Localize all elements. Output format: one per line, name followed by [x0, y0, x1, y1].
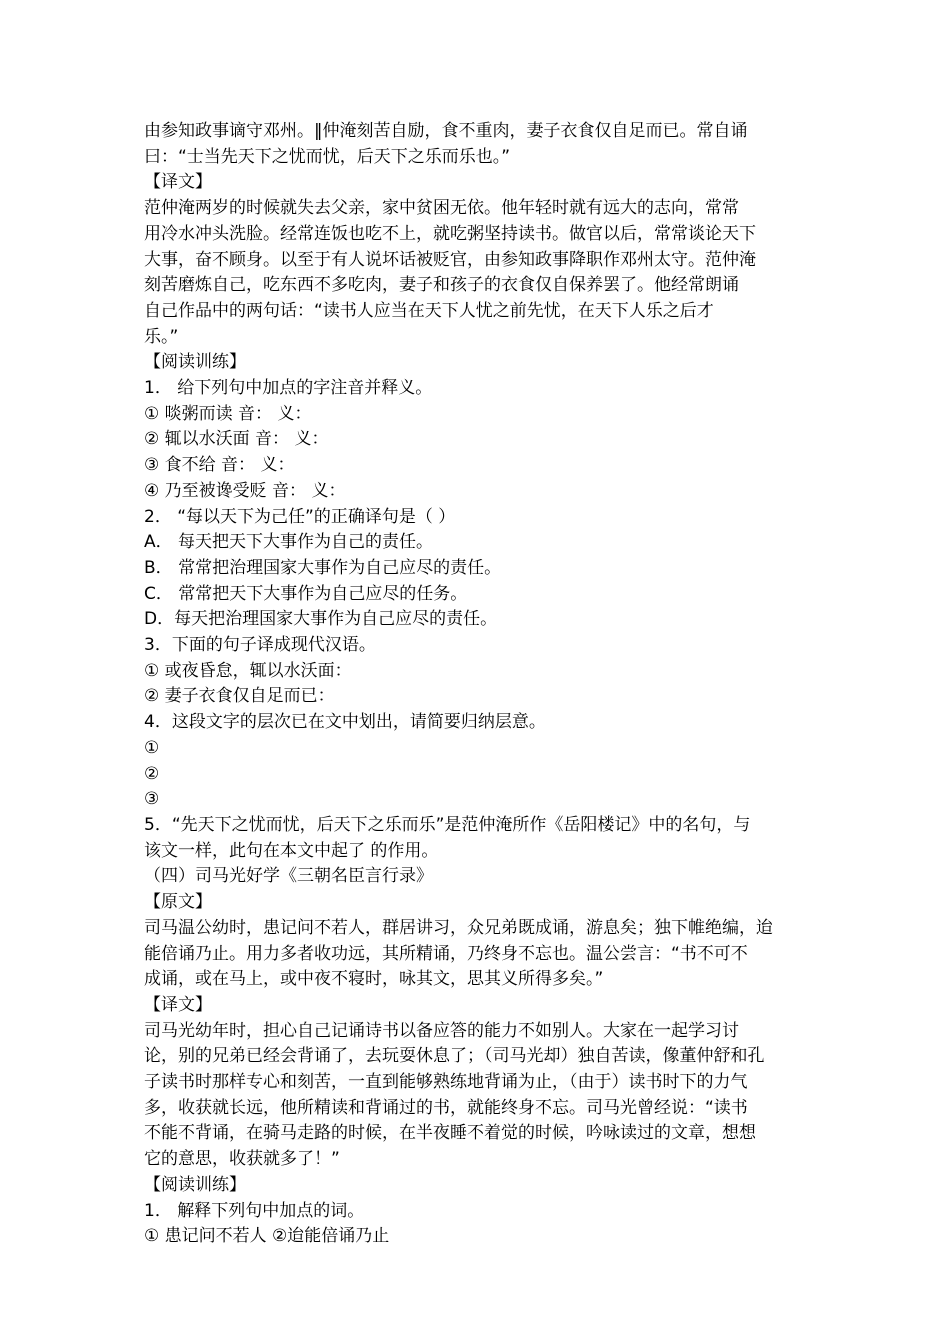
text-line: 曰：“士当先天下之忧而忧，后天下之乐而乐也。”	[144, 146, 511, 167]
text-line: 由参知政事谪守邓州。‖仲淹刻苦自励，食不重肉，妻子衣食仅自足而已。常自诵	[144, 121, 748, 141]
question-line: ① 或夜昏怠，辄以水沃面：	[144, 660, 352, 681]
document-body	[144, 119, 824, 1250]
question-line: 1． 给下列句中加点的字注音并释义。	[144, 378, 433, 399]
section-heading: 【阅读训练】	[144, 1174, 246, 1195]
question-line: ① 患记问不若人 ②迨能倍诵乃止	[144, 1226, 390, 1247]
question-line: 2． “每以天下为己任”的正确译句是（ ）	[144, 506, 456, 527]
text-line: 论，别的兄弟已经会背诵了，去玩耍休息了；（司马光却）独自苦读，像董仲舒和孔	[144, 1046, 765, 1067]
text-line: 自己作品中的两句话：“读书人应当在天下人忧之前先忧，在天下人乐之后才	[144, 300, 714, 321]
text-line: 成诵，或在马上，或中夜不寝时，咏其文，思其义所得多矣。”	[144, 969, 604, 990]
question-line: 1． 解释下列句中加点的词。	[144, 1200, 365, 1221]
question-line: ② 辄以水沃面 音： 义：	[144, 429, 329, 450]
option-line: B． 常常把治理国家大事作为自己应尽的责任。	[144, 557, 502, 578]
text-line: 乐。”	[144, 326, 179, 347]
text-line: 能倍诵乃止。用力多者收功远，其所精诵，乃终身不忘也。温公尝言：“书不可不	[144, 943, 748, 964]
text-line: 子读书时那样专心和刻苦，一直到能够熟练地背诵为止，（由于）读书时下的力气	[144, 1072, 748, 1093]
text-line: 大事，奋不顾身。以至于有人说坏话被贬官，由参知政事降职作邓州太守。范仲淹	[144, 249, 756, 270]
question-line: ③ 食不给 音： 义：	[144, 455, 295, 476]
section-heading: 【阅读训练】	[144, 352, 246, 373]
question-line: 该文一样，此句在本文中起了 的作用。	[144, 840, 439, 861]
section-heading: 【原文】	[144, 892, 212, 913]
text-line: 司马光幼年时，担心自己记诵诗书以备应答的能力不如别人。大家在一起学习讨	[144, 1020, 739, 1041]
option-line: A． 每天把天下大事作为自己的责任。	[144, 532, 434, 553]
text-line: 它的意思，收获就多了！”	[144, 1149, 340, 1170]
section-title: （四）司马光好学《三朝名臣言行录》	[144, 866, 433, 887]
question-line: ③	[144, 789, 160, 810]
question-line: ② 妻子衣食仅自足而已：	[144, 686, 335, 707]
section-heading: 【译文】	[144, 994, 212, 1015]
text-line: 范仲淹两岁的时候就失去父亲，家中贫困无依。他年轻时就有远大的志向，常常	[144, 198, 739, 219]
option-line: D．每天把治理国家大事作为自己应尽的责任。	[144, 609, 498, 630]
question-line: ④ 乃至被谗受贬 音： 义：	[144, 480, 346, 501]
text-line: 刻苦磨炼自己，吃东西不多吃肉，妻子和孩子的衣食仅自保养罢了。他经常朗诵	[144, 275, 739, 296]
section-heading: 【译文】	[144, 172, 212, 193]
text-line: 不能不背诵，在骑马走路的时候，在半夜睡不着觉的时候，吟咏读过的文章，想想	[144, 1123, 756, 1144]
text-line: 用冷水冲头洗脸。经常连饭也吃不上，就吃粥坚持读书。做官以后，常常谈论天下	[144, 223, 756, 244]
question-line: ②	[144, 763, 160, 784]
option-line: C． 常常把天下大事作为自己应尽的任务。	[144, 583, 468, 604]
question-line: 3．下面的句子译成现代汉语。	[144, 635, 376, 656]
text-line: 多，收获就长远，他所精读和背诵过的书，就能终身不忘。司马光曾经说：“读书	[144, 1097, 748, 1118]
text-line: 司马温公幼时，患记问不若人，群居讲习，众兄弟既成诵，游息矣；独下帷绝编，迨	[144, 917, 773, 938]
question-line: 4．这段文字的层次已在文中划出，请简要归纳层意。	[144, 712, 546, 733]
question-line: ①	[144, 737, 160, 758]
question-line: 5．“先天下之忧而忧，后天下之乐而乐”是范仲淹所作《岳阳楼记》中的名句，与	[144, 814, 751, 835]
question-line: ① 啖粥而读 音： 义：	[144, 403, 312, 424]
